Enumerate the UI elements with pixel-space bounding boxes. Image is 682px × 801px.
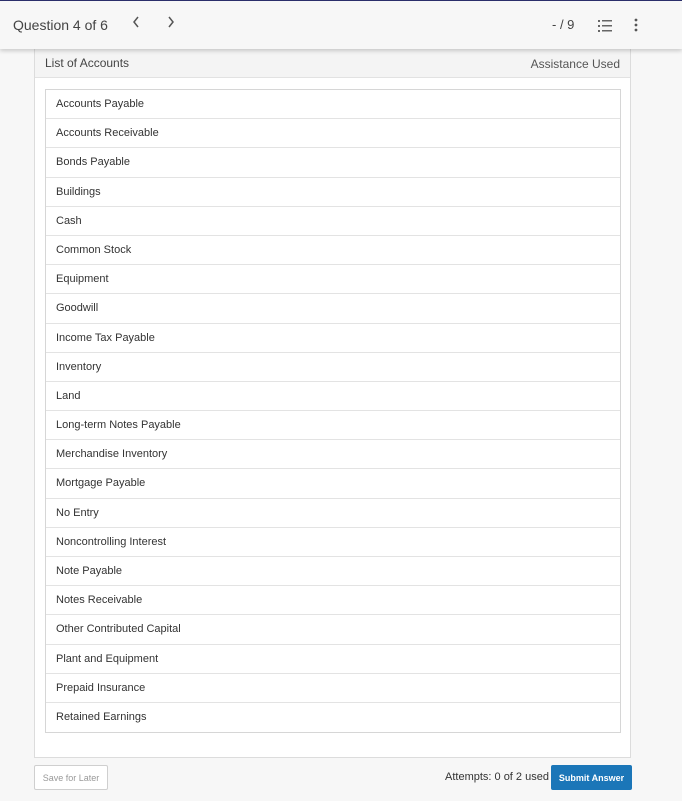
- account-item[interactable]: Retained Earnings: [56, 710, 147, 723]
- save-for-later-button[interactable]: Save for Later: [34, 765, 108, 790]
- account-item[interactable]: Long-term Notes Payable: [46, 411, 620, 440]
- account-item[interactable]: Common Stock: [46, 236, 620, 265]
- previous-question-button[interactable]: [129, 15, 143, 32]
- chevron-left-icon: [131, 15, 141, 29]
- account-item[interactable]: Other Contributed Capital: [46, 615, 620, 644]
- account-item[interactable]: Plant and Equipment: [46, 645, 620, 674]
- account-item[interactable]: Income Tax Payable: [46, 324, 620, 353]
- next-question-button[interactable]: [164, 15, 178, 32]
- submit-answer-button[interactable]: Submit Answer: [551, 765, 632, 790]
- account-item[interactable]: Prepaid Insurance: [46, 674, 620, 703]
- account-item[interactable]: Accounts Payable: [46, 90, 620, 119]
- account-item[interactable]: Bonds Payable: [46, 148, 620, 177]
- account-item[interactable]: Land: [46, 382, 620, 411]
- attempts-counter: Attempts: 0 of 2 used: [445, 771, 549, 783]
- account-item[interactable]: Cash: [46, 207, 620, 236]
- account-item[interactable]: Inventory: [46, 353, 620, 382]
- list-icon: [598, 20, 612, 32]
- panel-title: List of Accounts: [45, 56, 130, 70]
- account-item[interactable]: Note Payable: [46, 557, 620, 586]
- account-item[interactable]: Accounts Receivable: [46, 119, 620, 148]
- account-item[interactable]: No Entry: [46, 499, 620, 528]
- accounts-list: [45, 89, 621, 733]
- account-item[interactable]: Goodwill: [46, 294, 620, 323]
- question-list-button[interactable]: [598, 19, 612, 37]
- account-item[interactable]: Buildings: [46, 178, 620, 207]
- account-item[interactable]: Noncontrolling Interest: [46, 528, 620, 557]
- more-vertical-icon: [634, 18, 638, 32]
- account-item[interactable]: Notes Receivable: [46, 586, 620, 615]
- account-item[interactable]: Merchandise Inventory: [46, 440, 620, 469]
- panel-header: [35, 49, 630, 78]
- assistance-used-label: Assistance Used: [530, 57, 620, 71]
- question-counter: Question 4 of 6: [13, 17, 108, 33]
- account-item[interactable]: Mortgage Payable: [46, 469, 620, 498]
- question-header: [0, 0, 682, 49]
- score-display: - / 9: [552, 17, 575, 32]
- chevron-right-icon: [166, 15, 176, 29]
- accounts-panel: [34, 49, 631, 758]
- account-item[interactable]: Equipment: [46, 265, 620, 294]
- more-options-button[interactable]: [634, 18, 638, 37]
